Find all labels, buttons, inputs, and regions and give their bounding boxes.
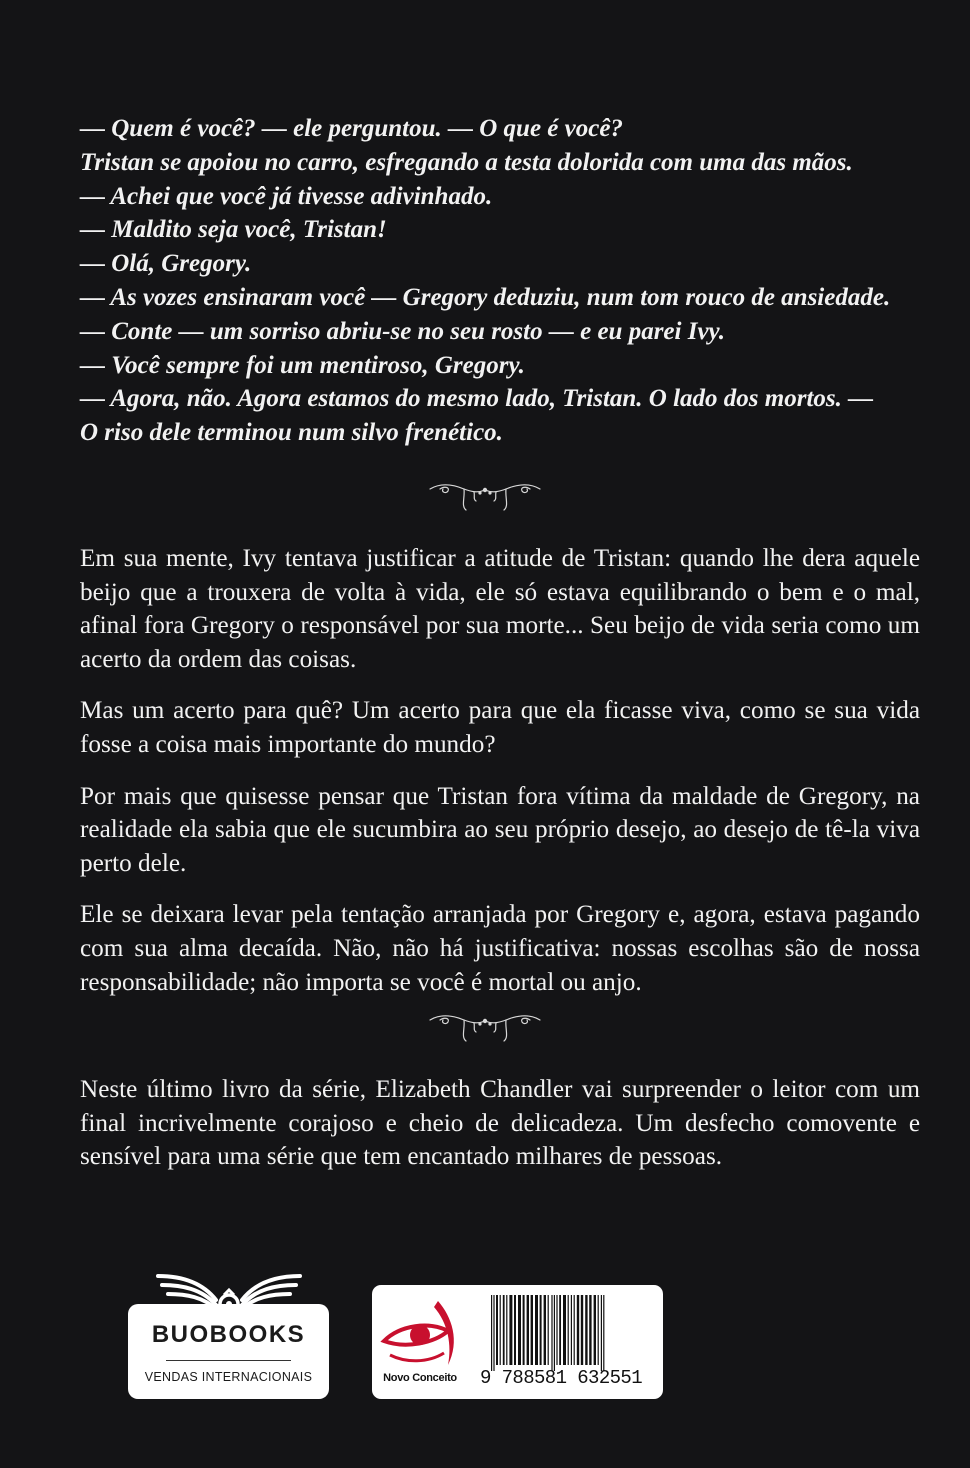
- barcode-bar: [559, 1295, 561, 1365]
- barcode-bar: [491, 1295, 492, 1371]
- distributor-name: BUOBOOKS: [151, 1321, 306, 1348]
- barcode-bar: [496, 1295, 498, 1365]
- barcode-bar: [554, 1295, 555, 1371]
- ornament-divider-icon: [428, 1003, 542, 1043]
- barcode-bar: [514, 1295, 516, 1365]
- barcode-bar: [527, 1295, 529, 1365]
- barcode-bar: [503, 1295, 505, 1365]
- synopsis-paragraph: Em sua mente, Ivy tentava justificar a atitude de Tristan: quando lhe dera aquele beijo que a trouxera de volta à vida, ele só estava equilibrando o bem e o mal, afinal fora Gregory o responsável por sua morte... Seu beijo de vida seria como um acerto da ordem das coisas.: [80, 545, 920, 673]
- barcode-bar: [598, 1295, 599, 1365]
- publisher-barcode-panel: [372, 1285, 663, 1399]
- barcode-bar: [594, 1295, 596, 1365]
- synopsis-paragraph: Mas um acerto para quê? Um acerto para que ela ficasse viva, como se sua vida fosse a coisa mais importante do mundo?: [80, 697, 920, 758]
- barcode-bar: [589, 1295, 591, 1365]
- isbn-number: 9 788581 632551: [480, 1367, 643, 1389]
- barcode-bar: [500, 1295, 501, 1365]
- dialogue-line: — Você sempre foi um mentiroso, Gregory.: [80, 351, 525, 379]
- barcode-bar: [548, 1295, 549, 1365]
- buobooks-owl-wings-icon: [154, 1266, 304, 1318]
- barcode-bar: [577, 1295, 579, 1365]
- barcode-bar: [523, 1295, 525, 1365]
- barcode-bar: [540, 1295, 542, 1365]
- barcode-bar: [544, 1295, 546, 1365]
- barcode-bar: [518, 1295, 521, 1365]
- dialogue-excerpt: [80, 112, 910, 450]
- dialogue-line: — Maldito seja você, Tristan!: [80, 216, 387, 244]
- blurb-text: [80, 1073, 920, 1174]
- barcode-bar: [563, 1295, 566, 1365]
- synopsis-paragraph: Ele se deixara levar pela tentação arranjada por Gregory e, agora, estava pagando com sua alma decaída. Não, não há justificativa: nossas escolhas são de nossa responsabilidade; não importa se você é mortal ou anjo.: [80, 901, 920, 996]
- blurb-paragraph: Neste último livro da série, Elizabeth Chandler vai surpreender o leitor com um final incrivelmente corajoso e cheio de delicadeza. Um desfecho comovente e sensível para uma série que tem encantado milhares de pessoas.: [80, 1076, 920, 1171]
- barcode-bar: [531, 1295, 533, 1365]
- dialogue-line: — Conte — um sorriso abriu-se no seu rosto — e eu parei Ivy.: [80, 317, 725, 345]
- barcode-bar: [535, 1295, 538, 1365]
- ornament-divider-icon: [428, 472, 542, 512]
- barcode-bar: [568, 1295, 569, 1365]
- barcode-bar: [571, 1295, 572, 1365]
- distributor-subtitle: VENDAS INTERNACIONAIS: [144, 1370, 313, 1384]
- buobooks-badge: [128, 1304, 329, 1399]
- barcode-bar: [585, 1295, 587, 1365]
- barcode-icon: [489, 1295, 653, 1371]
- publisher-name: Novo Conceito: [383, 1372, 457, 1384]
- dialogue-line: — Olá, Gregory.: [80, 250, 252, 278]
- dialogue-line: O riso dele terminou num silvo frenético.: [80, 419, 503, 447]
- dialogue-line: — As vozes ensinaram você — Gregory deduziu, num tom rouco de ansiedade.: [80, 283, 891, 311]
- barcode-bar: [581, 1295, 583, 1365]
- novo-conceito-eye-icon: [378, 1297, 462, 1373]
- barcode-bar: [603, 1295, 604, 1371]
- dialogue-line: — Quem é você? — ele perguntou. — O que é você?: [80, 115, 623, 142]
- barcode-bar: [601, 1295, 602, 1371]
- barcode-bar: [574, 1295, 575, 1365]
- barcode-bar: [493, 1295, 494, 1371]
- synopsis-text: [80, 542, 920, 999]
- dialogue-line: — Agora, não. Agora estamos do mesmo lado, Tristan. O lado dos mortos. —: [80, 385, 874, 413]
- divider: [166, 1360, 291, 1361]
- dialogue-line: Tristan se apoiou no carro, esfregando a testa dolorida com uma das mãos.: [80, 148, 853, 176]
- barcode-bar: [509, 1295, 512, 1365]
- synopsis-paragraph: Por mais que quisesse pensar que Tristan fora vítima da maldade de Gregory, na realidade ela sabia que ele sucumbira ao seu próprio desejo, ao desejo de tê-la viva perto dele.: [80, 782, 920, 877]
- dialogue-line: — Achei que você já tivesse adivinhado.: [80, 182, 493, 210]
- barcode-bar: [551, 1295, 552, 1371]
- barcode-bar: [556, 1295, 557, 1365]
- barcode-bar: [506, 1295, 507, 1365]
